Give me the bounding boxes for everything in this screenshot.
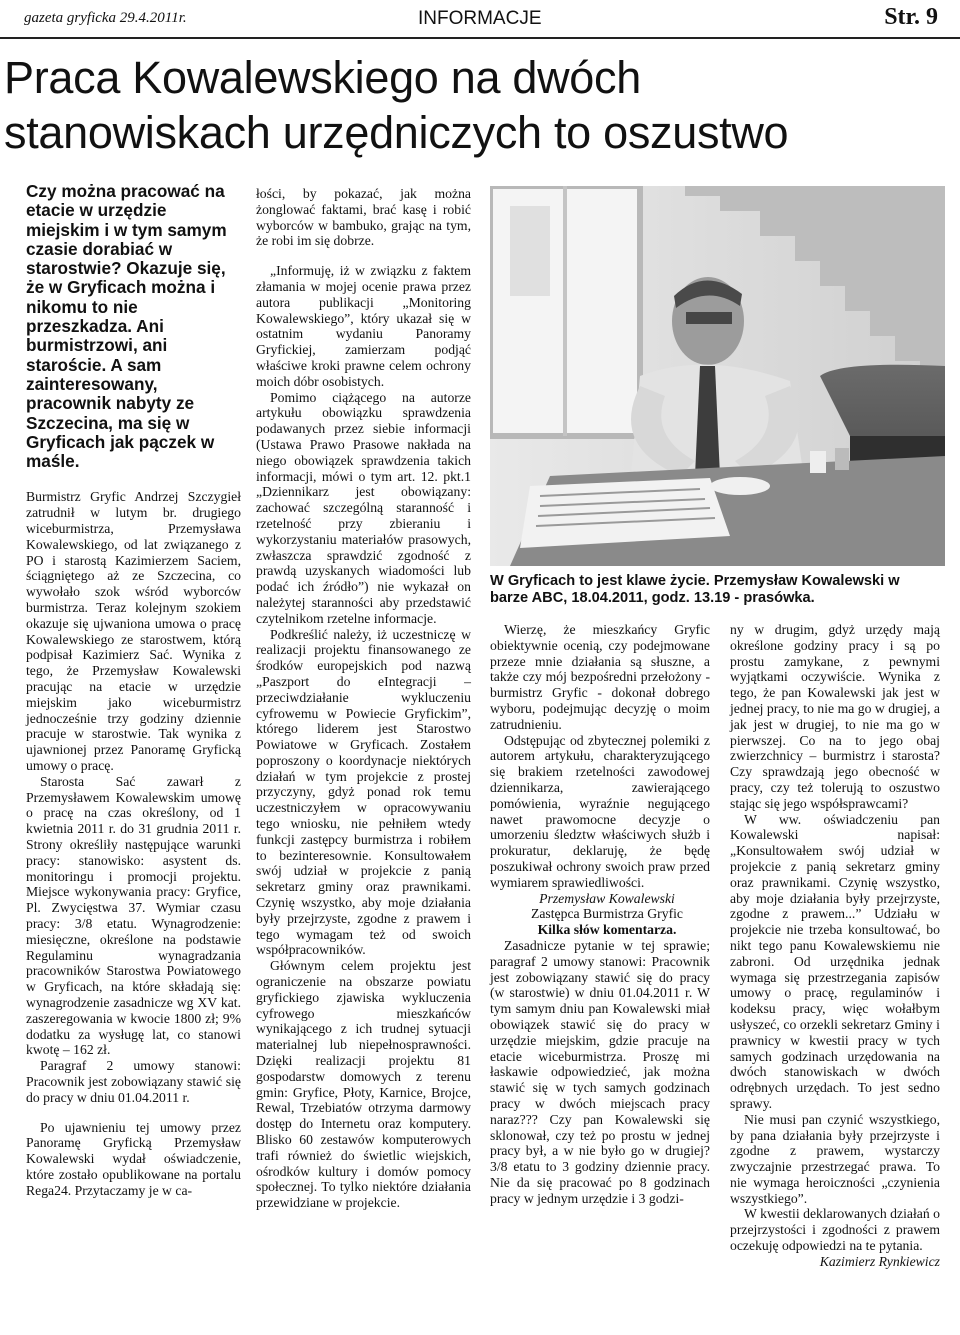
page-number: Str. 9 bbox=[884, 4, 938, 30]
article-column-4 bbox=[730, 622, 940, 1270]
body-paragraph: „Informuję, iż w związku z faktem złamania w mojej ocenie prawa przez autora publikacji „Monitoring Kowalewskiego”, który ukazał się w ostatnim wydaniu Panoramy Gryfickiej, zamierzam podjąć właściwe kroki prawne celem ochrony moich dóbr osobistych. bbox=[256, 263, 471, 389]
issue-date: gazeta gryficka 29.4.2011r. bbox=[24, 10, 187, 26]
body-paragraph: Pomimo ciążącego na autorze artykułu obowiązku sprawdzenia podawanych przez siebie informacji (Ustawa Prawo Prasowe nakłada na niego obowiązek sprawdzenia takich informacji, mówi o tym art. 12. pkt.1 „Dziennikarz jest obowiązany: zachować szczególną staranność i rzetelność przy zbieraniu i wykorzystaniu materiałów prasowych, zwłaszcza sprawdzić zgodność z prawdą uzyskanych wiadomości lub podać ich źródło”) nie wykazał on należytej staranności aby przedstawić czytelnikom rzetelne informacje. bbox=[256, 389, 471, 626]
body-paragraph: Wierzę, że mieszkańcy Gryfic obiektywnie ocenią, czy podejmowane przeze mnie działania są słuszne, a także czy mój bezpośredni przełożony - burmistrz Gryfic - dokonał dobrego wyboru, podejmując decyzję o moim zatrudnieniu. bbox=[490, 622, 710, 732]
body-paragraph: Podkreślić należy, iż uczestniczę w realizacji projektu finansowanego ze środków europejskich pod nazwą „Paszport do eIntegracji – przeciwdziałanie wykluczeniu cyfrowemu w Powiecie Gryfickim”, którego liderem jest Starostwo Powiatowe w Gryficach. Zostałem poproszony o koordynacje niektórych działań w tym projekcie z prostej przyczyny, gdyż ponad rok temu uczestniczyłem w opracowywaniu tego wniosku, nie pełniłem wtedy funkcji zastępcy burmistrza i robiłem to bezinteresownie. Konsultowałem swój udział w projekcie z panią sekretarz gminy oraz prawnikami. Czynię wszystko, aby moje działania były przejrzyste, zgodne z prawem i tego wymagam też od swoich współpracowników. bbox=[256, 626, 471, 958]
article-column-2 bbox=[256, 186, 471, 1211]
header-rule bbox=[0, 37, 960, 39]
body-paragraph: Paragraf 2 umowy stanowi: Pracownik jest zobowiązany stawić się do pracy w dniu 01.04.2011 r. bbox=[26, 1058, 241, 1105]
photo-caption: W Gryficach to jest klawe życie. Przemysław Kowalewski w barze ABC, 18.04.2011, godz. 13.19 - prasówka. bbox=[490, 573, 900, 606]
body-paragraph: łości, by pokazać, jak można żonglować faktami, brać kasę i robić wyborców w bambuko, grając na tym, że robi im się dobrze. bbox=[256, 186, 471, 249]
signature-name: Przemysław Kowalewski bbox=[539, 890, 675, 906]
article-photo bbox=[490, 186, 945, 566]
headline-line-2: stanowiskach urzędniczych to oszustwo bbox=[4, 107, 789, 158]
body-paragraph: Odstępując od zbytecznej polemiki z autorem artykułu, charakteryzującego się brakiem rzetelności zawodowej dziennikarza, zawierającego pomówienia, wyraźnie negującego nawet prawomocne decyzje o umorzeniu śledztw właściwych służb i prokuratur, deklaruję, że będę poszukiwał ochrony swoich praw przed wymiarem sprawiedliwości. bbox=[490, 732, 710, 890]
body-paragraph: ny w drugim, gdyż urzędy mają określone godziny pracy i są po prostu zamykane, z pewnymi wyjątkami oczywiście. Wynika z tego, że pan Kowalewski jak jest w jednej pracy, to nie ma go w drugiej, a jak jest w drugiej, to nie ma go w pierwszej. Co na to jego obaj zwierzchnicy – burmistrz i starosta? Czy sprawdzają jego obecność w pracy, czy też tolerują to oszustwo stając się jego współsprawcami? bbox=[730, 622, 940, 811]
body-paragraph: W ww. oświadczeniu pan Kowalewski napisał: „Konsultowałem swój udział w projekcie z panią sekretarz gminy oraz prawnikami. Czynię wszystko, aby moje działania były przejrzyste, zgodne z prawem...” Udziału w projekcie nie trzeba konsultować, bo nikt tego panu Kowalewskiemu nie zabroni. Od urzędnika jednak wymaga się przestrzegania zapisów umowy o pracę, regulaminów i kodeksu pracy, więc wołałbym usłyszeć, co orzekli sekretarz Gminy i prawnicy w kwestii pracy w tych samych godzinach urzędowania na dwóch stanowiskach w dwóch odrębnych urzędach. To jest sedno sprawy. bbox=[730, 811, 940, 1111]
article-column-3 bbox=[490, 622, 710, 1206]
commentary-heading: Kilka słów komentarza. bbox=[537, 922, 677, 938]
commentary-author: Kazimierz Rynkiewicz bbox=[819, 1253, 940, 1269]
body-paragraph: W kwestii deklarowanych działań o przejrzystości i zgodności z prawem oczekuję odpowiedzi na te pytania. bbox=[730, 1206, 940, 1254]
headline-line-1: Praca Kowalewskiego na dwóch bbox=[4, 52, 641, 103]
page-header bbox=[0, 4, 960, 36]
article-column-1 bbox=[26, 182, 241, 1199]
section-name: INFORMACJE bbox=[418, 8, 542, 29]
body-paragraph: Nie musi pan czynić wszystkiego, by pana działania były przejrzyste i zgodne z prawem, wystarczy zwyczajnie przestrzegać prawa. To nie wymaga heroiczności „czynienia wszystkiego”. bbox=[730, 1111, 940, 1206]
body-paragraph: Głównym celem projektu jest ograniczenie na obszarze powiatu gryfickiego zjawiska wykluczenia cyfrowego mieszkańców wynikającego z ich trudnej sytuacji materialnej lub niepełnosprawności. Dzięki realizacji projektu 81 gospodarstw domowych z terenu gmin: Gryfice, Płoty, Karnice, Brojce, Rewal, Trzebiatów otrzyma darmowy dostęp do Internetu oraz komputery. Blisko 60 zestawów komputerowych trafi również do świetlic wiejskich, ośrodków kultury i domów pomocy społecznej. To tylko niektóre działania przewidziane w projekcie. bbox=[256, 958, 471, 1211]
body-paragraph: Starosta Sać zawarł z Przemysławem Kowalewskim umowę o pracę na czas określony, od 1 kwietnia 2011 r. do 31 grudnia 2011 r. Strony określiły następujące warunki pracy: stanowisko: asystent ds. monitoringu i promocji projektu. Miejsce wykonywania pracy: Gryfice, Pl. Zwycięstwa 37. Wymiar czasu pracy: 3/8 etatu. Wynagrodzenie: miesięczne, określone na podstawie Regulaminu wynagradzania pracowników Starostwa Powiatowego w Gryficach, na które składają się: wynagrodzenie zasadnicze wg XV kat. zaszeregowania w kwocie 1800 zł; 9% dodatku za wysługę lat, co stanowi kwotę – 162 zł. bbox=[26, 773, 241, 1058]
body-paragraph: Burmistrz Gryfic Andrzej Szczygieł zatrudnił w lutym br. drugiego wiceburmistrza, Przemysława Kowalewskiego, od lat związanego z PO i starostą Kazimierzem Saciem, ściągniętego aż ze Szczecina, co wywołało szok wśród wyborców burmistrza. Teraz kolejnym szokiem okazuje się ujwaniona umowa o pracę Kowalewskiego ze starostwem, którą podpisał Kazimierz Sać. Wynika z tego, że Przemysław Kowalewski pracując na etacie w urzędzie miejskim jako wiceburmistrz jednocześnie trzy godziny dziennie pracuje w starostwie. Tak wynika z ujawnionej przez Panoramę Gryficką umowy o pracę. bbox=[26, 489, 241, 773]
body-paragraph: Po ujawnieniu tej umowy przez Panoramę Gryficką Przemysław Kowalewski wydał oświadczenie, które zostało opublikowane na portalu Rega24. Przytaczamy je w ca- bbox=[26, 1119, 241, 1198]
photo-illustration bbox=[490, 186, 945, 566]
body-paragraph: Zasadnicze pytanie w tej sprawie; paragraf 2 umowy stanowi: Pracownik jest zobowiązany stawić się do pracy (w starostwie) w dniu 01.04.2011 r. W tym samym dniu pan Kowalewski miał obowiązek stawić się do pracy w urzędzie miejskim, gdzie pracuje na etacie wiceburmistrza. Proszę mi łaskawie odpowiedzieć, jak można stawić się w tych samych godzinach pracy w dwóch miejscach pracy naraz??? Czy pan Kowalewski się sklonował, czy też po prostu w jednej pracy był, a w nie było go w drugiej? 3/8 etatu to 3 godziny dziennie pracy. Nie da się pracować po 8 godzinach pracy w jednym urzędzie i 3 godzi- bbox=[490, 937, 710, 1206]
lead-paragraph: Czy można pracować na etacie w urzędzie miejskim i w tym samym czasie dorabiać w starostwie? Okazuje się, że w Gryficach można i nikomu to nie przeszkadza. Ani burmistrzowi, ani staroście. A sam zainteresowany, pracownik nabyty ze Szczecina, ma się w Gryficach jak pączek w maśle. bbox=[26, 181, 227, 472]
signature-role: Zastępca Burmistrza Gryfic bbox=[530, 906, 684, 922]
article-headline bbox=[4, 50, 956, 160]
